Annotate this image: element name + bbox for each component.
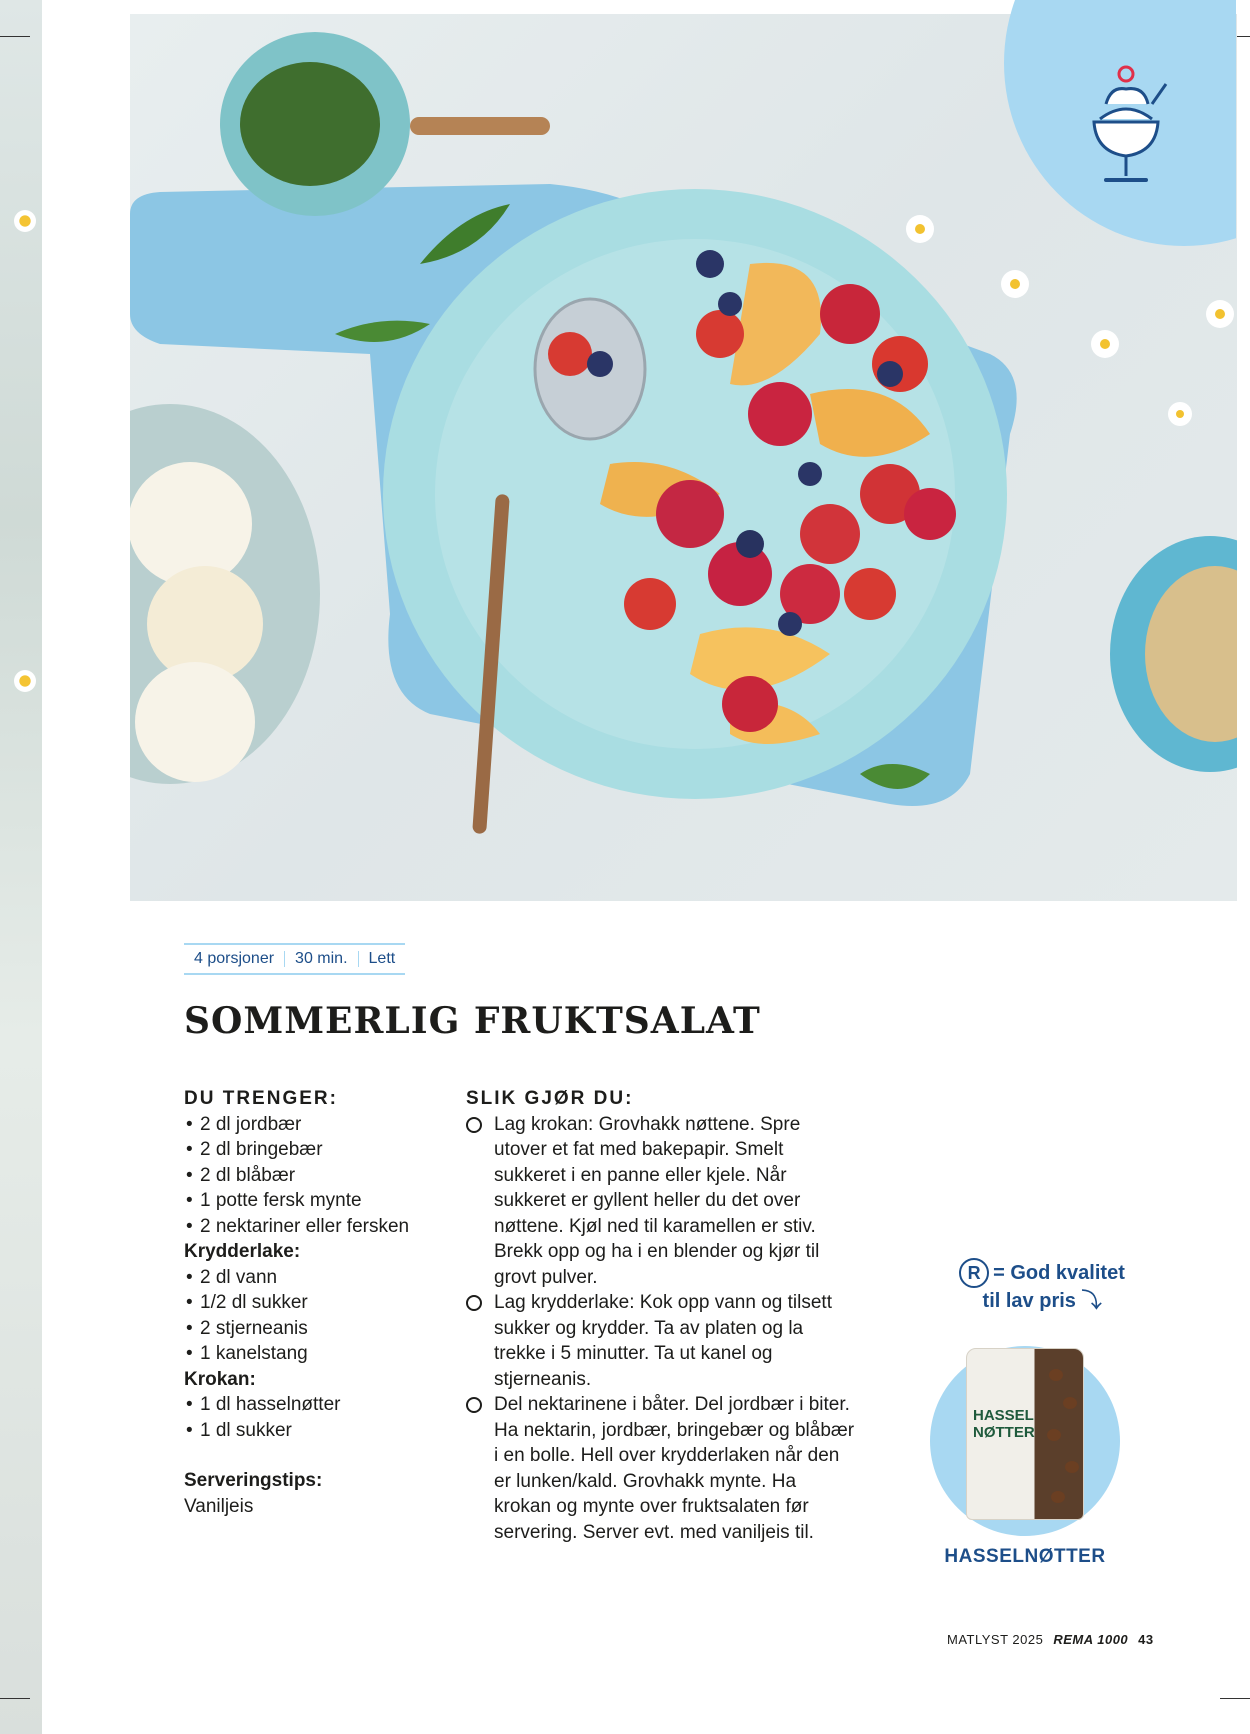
- ingredient-item: • 1 potte fersk mynte: [184, 1188, 454, 1214]
- step-bullet-icon: [466, 1117, 482, 1133]
- ingredients-heading: DU TRENGER:: [184, 1088, 338, 1109]
- magazine-name: MATLYST 2025: [947, 1632, 1044, 1647]
- crop-mark: [1220, 1698, 1250, 1699]
- method-heading: SLIK GJØR DU:: [466, 1088, 634, 1109]
- step-bullet-icon: [466, 1397, 482, 1413]
- page-number: 43: [1138, 1632, 1154, 1647]
- ingredient-item: • 1 dl hasselnøtter: [184, 1392, 454, 1418]
- ingredient-item: • 2 dl vann: [184, 1265, 454, 1291]
- quality-promo: [952, 1258, 1132, 1314]
- ingredient-item: • 2 dl blåbær: [184, 1163, 454, 1189]
- product-name: HASSELNØTTER: [944, 1546, 1106, 1567]
- nut-image: [1065, 1461, 1079, 1473]
- brand-logo: REMA 1000: [1053, 1632, 1129, 1647]
- ingredient-item: • 2 stjerneanis: [184, 1316, 454, 1342]
- ice-cream-scoop: [135, 662, 255, 782]
- bag-text: NØTTER: [973, 1424, 1035, 1441]
- nut-image: [1047, 1429, 1061, 1441]
- product-bag: [966, 1348, 1084, 1520]
- chevron-arrow-icon: ⤵: [1081, 1290, 1102, 1312]
- nut-image: [1049, 1369, 1063, 1381]
- serving-tips-text: Vaniljeis: [184, 1495, 254, 1517]
- ice-cream-sundae-icon: [1086, 64, 1176, 194]
- serving-tips-heading: Serveringstips:: [184, 1470, 323, 1491]
- flower-decoration: [14, 670, 36, 692]
- ingredient-item: • 2 dl jordbær: [184, 1112, 454, 1138]
- ice-cream-scoop: [130, 462, 252, 586]
- ingredients-column: [184, 1086, 454, 1519]
- method-step: [466, 1290, 856, 1392]
- wooden-spoon: [410, 117, 550, 135]
- page-footer: [947, 1632, 1154, 1647]
- servings: 4 porsjoner: [194, 950, 275, 967]
- ingredient-item: • 2 nektariner eller fersken: [184, 1214, 454, 1240]
- step-text: Lag krydderlake: Kok opp vann og tilsett sukker og krydder. Ta av platen og la trekke i 5 minutter. Ta ut kanel og stjerneanis.: [494, 1292, 832, 1390]
- nut-image: [1051, 1491, 1065, 1503]
- method-column: [466, 1086, 856, 1545]
- category-badge: [1004, 0, 1236, 246]
- crop-mark: [0, 36, 30, 37]
- promo-line-1: = God kvalitet: [993, 1262, 1125, 1284]
- left-page-strip: [0, 0, 42, 1734]
- ingredient-item: • 1/2 dl sukker: [184, 1290, 454, 1316]
- ingredient-item: • 1 dl sukker: [184, 1418, 454, 1444]
- bag-text: HASSEL: [973, 1407, 1034, 1424]
- krydderlake-heading: Krydderlake:: [184, 1241, 301, 1262]
- flower-decoration: [14, 210, 36, 232]
- krokan-heading: Krokan:: [184, 1368, 256, 1390]
- ingredient-item: • 2 dl bringebær: [184, 1137, 454, 1163]
- ingredient-item: • 1 kanelstang: [184, 1341, 454, 1367]
- method-step: [466, 1392, 856, 1545]
- recipe-meta: [184, 943, 405, 975]
- step-text: Del nektarinene i båter. Del jordbær i biter. Ha nektarin, jordbær, bringebær og blåbær i en bolle. Hell over krydderlaken når den er lunken/kald. Grovhakk mynte. Ha krokan og mynte over fruktsalaten før servering. Server evt. med vaniljeis til.: [494, 1394, 855, 1543]
- chopped-herbs: [240, 62, 380, 186]
- crop-mark: [0, 1698, 30, 1699]
- difficulty: Lett: [368, 950, 396, 967]
- method-step: [466, 1112, 856, 1291]
- step-text: Lag krokan: Grovhakk nøttene. Spre utover et fat med bakepapir. Smelt sukkeret i en panne eller kjele. Når sukkeret er gyllent heller du det over nøttene. Kjøl ned til karamellen er stiv. Brekk opp og ha i en blender og kjør til grovt pulver.: [494, 1113, 820, 1288]
- promo-line-2: til lav pris: [982, 1290, 1076, 1312]
- prep-time: 30 min.: [295, 950, 348, 967]
- nut-image: [1063, 1397, 1077, 1409]
- rema-r-badge: R: [959, 1258, 989, 1288]
- step-bullet-icon: [466, 1295, 482, 1311]
- recipe-title: SOMMERLIG FRUKTSALAT: [184, 1000, 761, 1042]
